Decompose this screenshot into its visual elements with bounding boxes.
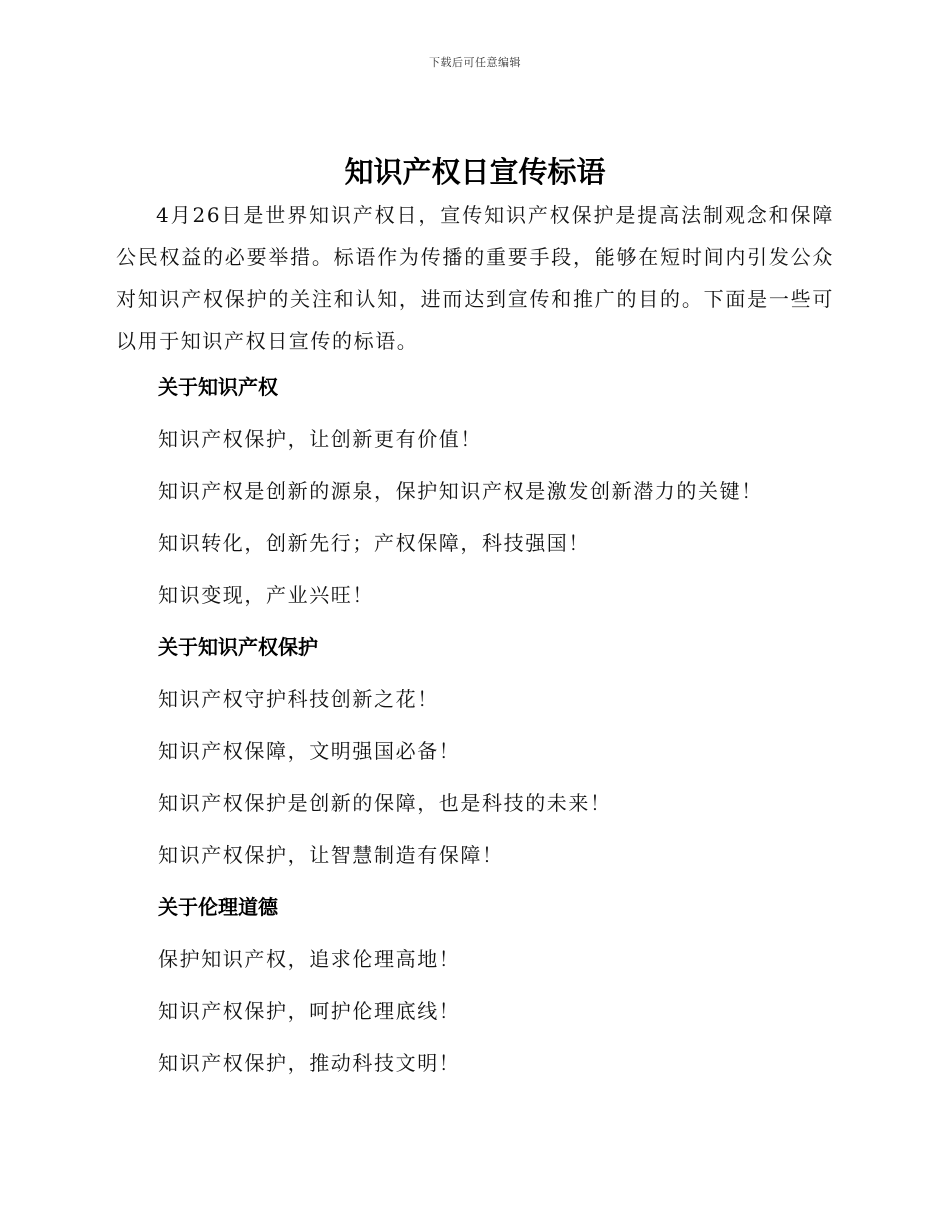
document-title: 知识产权日宣传标语 [344,155,606,189]
slogan-item: 知识产权保护是创新的保障，也是科技的未来！ [158,791,612,815]
section-heading: 关于伦理道德 [158,895,278,919]
section-ip-protection [158,626,838,886]
slogan-sections [158,366,838,1094]
intro-paragraph: 4月26日是世界知识产权日，宣传知识产权保护是提高法制观念和保障公民权益的必要举措。标语作为传播的重要手段，能够在短时间内引发公众对知识产权保护的关注和认知，进而达到宣传和推广的目的。下面是一些可以用于知识产权日宣传的标语。 [116,203,834,353]
header-note: 下载后可任意编辑 [429,56,521,69]
slogan-item: 知识产权保障，文明强国必备！ [158,739,461,763]
section-heading: 关于知识产权 [158,375,278,399]
slogan-item: 知识转化，创新先行；产权保障，科技强国！ [158,531,590,555]
slogan-item: 知识产权保护，推动科技文明！ [158,1051,461,1075]
slogan-item: 保护知识产权，追求伦理高地！ [158,947,461,971]
section-ethics [158,886,838,1094]
slogan-item: 知识产权保护，呵护伦理底线！ [158,999,461,1023]
slogan-item: 知识产权保护，让创新更有价值！ [158,427,482,451]
slogan-item: 知识变现，产业兴旺！ [158,583,374,607]
section-heading: 关于知识产权保护 [158,635,318,659]
slogan-item: 知识产权保护，让智慧制造有保障！ [158,843,504,867]
section-intellectual-property [158,366,838,626]
slogan-item: 知识产权守护科技创新之花！ [158,687,439,711]
slogan-item: 知识产权是创新的源泉，保护知识产权是激发创新潜力的关键！ [158,479,763,503]
